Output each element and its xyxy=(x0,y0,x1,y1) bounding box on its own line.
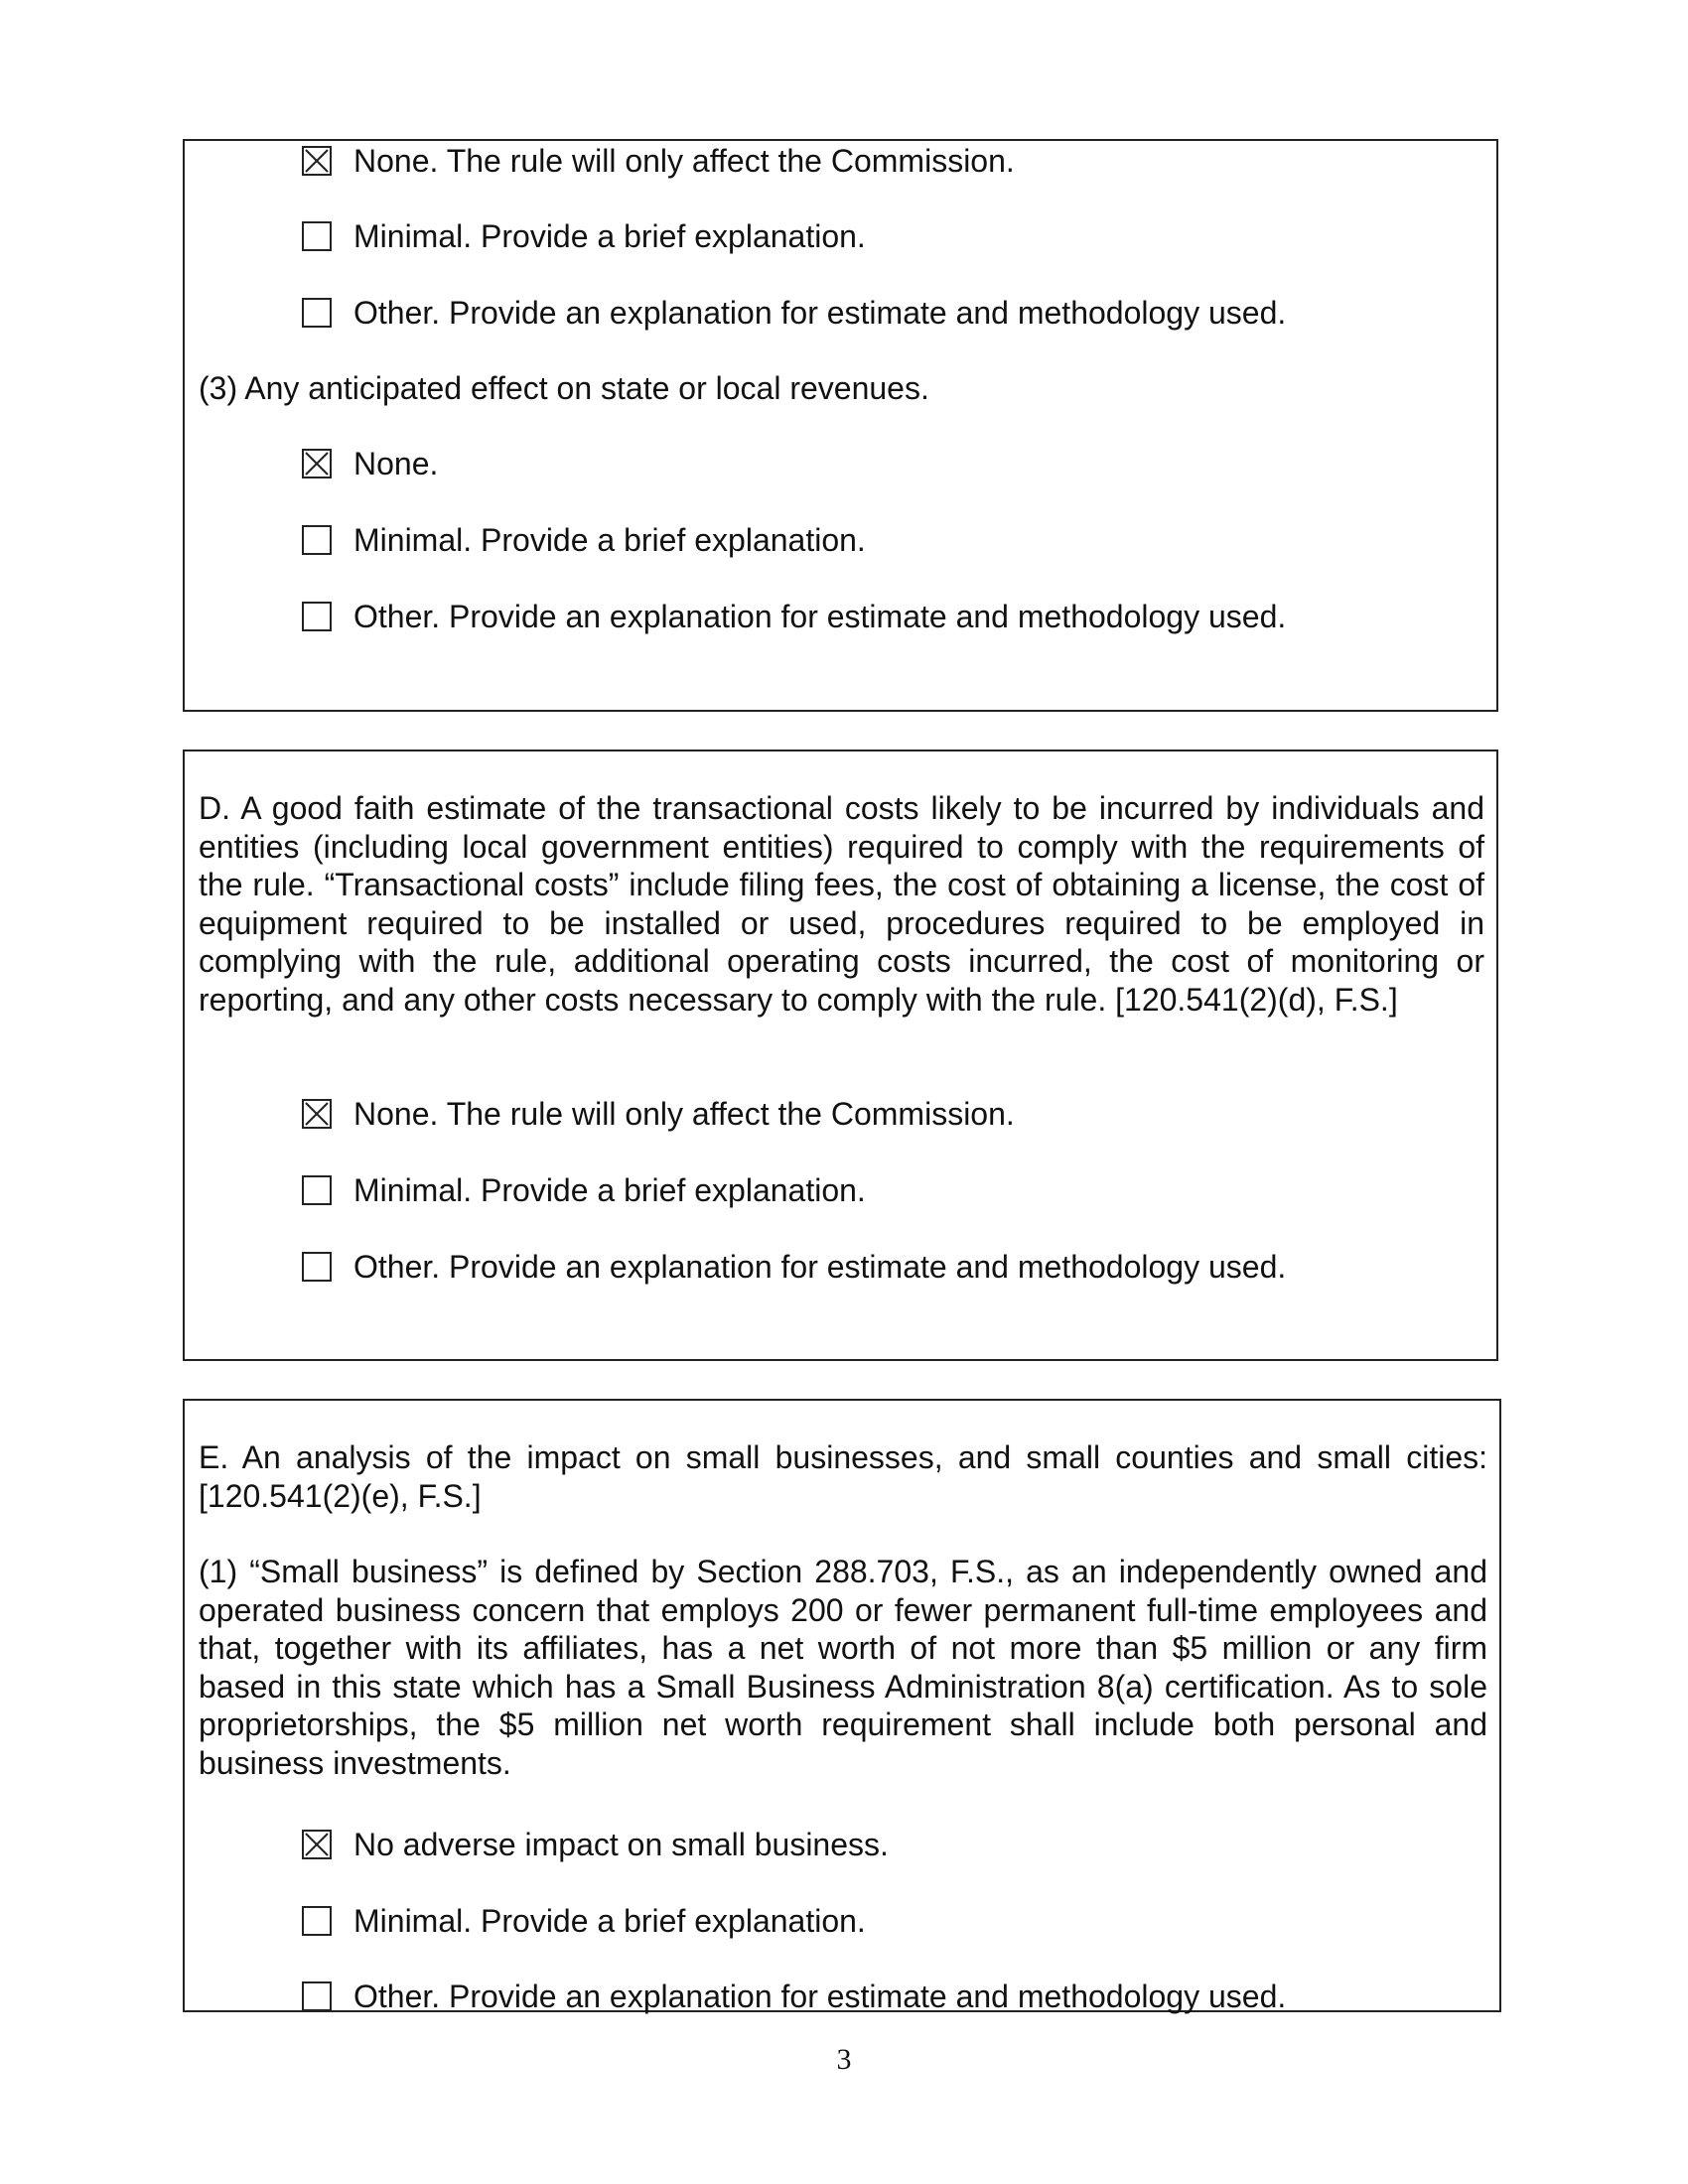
option-minimal[interactable] xyxy=(302,1901,866,1941)
x-mark-icon xyxy=(304,1101,330,1127)
section-e-box xyxy=(183,1399,1501,2012)
unchecked-checkbox[interactable] xyxy=(302,1252,332,1282)
unchecked-checkbox[interactable] xyxy=(302,1981,332,2011)
option-no-adverse-impact[interactable] xyxy=(302,1825,889,1864)
option-label: Minimal. Provide a brief explanation. xyxy=(353,218,866,254)
checked-checkbox[interactable] xyxy=(302,1830,332,1859)
option-label: No adverse impact on small business. xyxy=(353,1827,889,1862)
option-other[interactable] xyxy=(302,1247,1286,1287)
section-e-heading: E. An analysis of the impact on small businesses, and small counties and small cities: [120.541(2)(e), F.S.] xyxy=(199,1439,1487,1514)
option-label: None. xyxy=(353,446,439,481)
option-label: Minimal. Provide a brief explanation. xyxy=(353,522,866,558)
unchecked-checkbox[interactable] xyxy=(302,1906,332,1936)
small-business-definition: (1) “Small business” is defined by Section 288.703, F.S., as an independently owned and operated business concern that employs 200 or fewer permanent full-time employees and that, together with its affiliates, has a net worth of not more than $5 million or any firm based in this state which has a Small Business Administration 8(a) certification. As to sole proprietorships, the $5 million net worth requirement shall include both personal and business investments. xyxy=(199,1554,1487,1781)
option-minimal[interactable] xyxy=(302,216,866,256)
x-mark-icon xyxy=(304,451,330,477)
option-none-commission[interactable] xyxy=(302,1094,1015,1134)
option-none[interactable] xyxy=(302,444,438,483)
option-label: None. The rule will only affect the Commission. xyxy=(353,143,1015,179)
section-c-box xyxy=(183,139,1498,712)
option-label: None. The rule will only affect the Commission. xyxy=(353,1096,1015,1132)
x-mark-icon xyxy=(304,1832,330,1857)
option-label: Other. Provide an explanation for estimate and methodology used. xyxy=(353,1249,1287,1285)
option-minimal[interactable] xyxy=(302,520,866,560)
unchecked-checkbox[interactable] xyxy=(302,221,332,251)
option-minimal[interactable] xyxy=(302,1170,866,1210)
checked-checkbox[interactable] xyxy=(302,1099,332,1129)
option-label: Other. Provide an explanation for estimate and methodology used. xyxy=(353,1979,1287,2014)
subheading-revenue-effect: (3) Any anticipated effect on state or local revenues. xyxy=(199,370,929,406)
section-d-box xyxy=(183,750,1498,1361)
page-number: 3 xyxy=(836,2043,852,2076)
section-d-paragraph: D. A good faith estimate of the transactional costs likely to be incurred by individuals and entities (including local government entities) required to comply with the requirements of the rule. “Transactional costs” include filing fees, the cost of obtaining a license, the cost of equipment required to be installed or used, procedures required to be employed in complying with the rule, additional operating costs incurred, the cost of monitoring or reporting, and any other costs necessary to comply with the rule. [120.541(2)(d), F.S.] xyxy=(199,790,1484,1018)
option-label: Other. Provide an explanation for estimate and methodology used. xyxy=(353,295,1287,331)
option-label: Minimal. Provide a brief explanation. xyxy=(353,1903,866,1939)
x-mark-icon xyxy=(304,148,330,174)
option-label: Other. Provide an explanation for estimate and methodology used. xyxy=(353,599,1287,634)
unchecked-checkbox[interactable] xyxy=(302,602,332,631)
unchecked-checkbox[interactable] xyxy=(302,525,332,555)
unchecked-checkbox[interactable] xyxy=(302,298,332,328)
option-other[interactable] xyxy=(302,597,1286,636)
checked-checkbox[interactable] xyxy=(302,449,332,478)
option-other[interactable] xyxy=(302,293,1286,333)
unchecked-checkbox[interactable] xyxy=(302,1175,332,1205)
checked-checkbox[interactable] xyxy=(302,146,332,176)
option-other[interactable] xyxy=(302,1977,1286,2016)
option-label: Minimal. Provide a brief explanation. xyxy=(353,1172,866,1208)
option-none-commission[interactable] xyxy=(302,141,1015,181)
